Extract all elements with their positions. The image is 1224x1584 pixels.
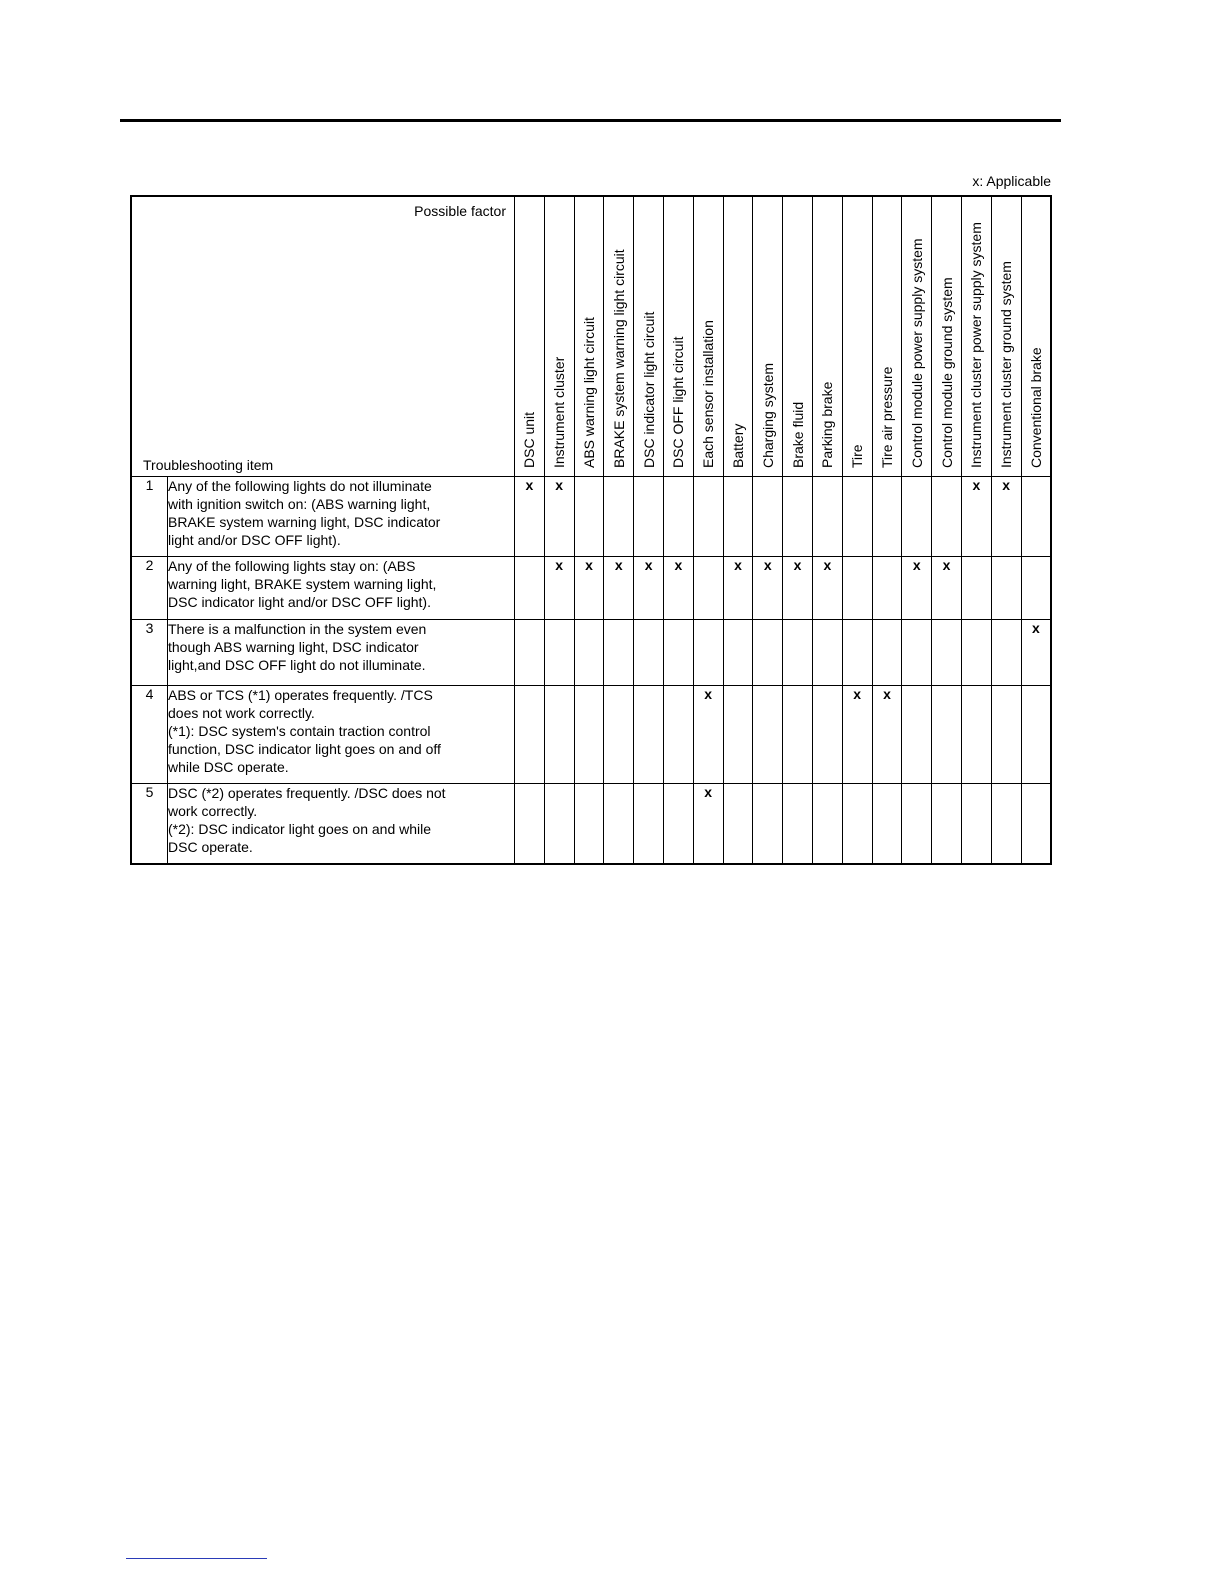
applicability-cell xyxy=(634,686,664,784)
applicability-cell xyxy=(902,686,932,784)
row-description xyxy=(168,784,515,864)
applicability-cell xyxy=(604,620,634,686)
footer-link-underline xyxy=(126,1558,267,1559)
description-line: BRAKE system warning light, DSC indicator xyxy=(168,514,441,530)
applicability-cell: x xyxy=(812,557,842,620)
applicability-cell xyxy=(991,557,1021,620)
applicability-cell xyxy=(574,620,604,686)
applicability-cell xyxy=(753,784,783,864)
row-description xyxy=(168,557,515,620)
description-line: with ignition switch on: (ABS warning light, xyxy=(168,496,431,512)
description-line: though ABS warning light, DSC indicator xyxy=(168,639,419,655)
applicability-cell: x xyxy=(544,557,574,620)
applicability-cell: x xyxy=(842,686,872,784)
applicability-cell xyxy=(961,784,991,864)
applicability-cell: x xyxy=(544,477,574,557)
applicability-cell xyxy=(634,620,664,686)
applicability-cell xyxy=(872,620,902,686)
table-row xyxy=(131,784,1051,864)
header-row xyxy=(131,196,1051,477)
applicability-cell xyxy=(663,620,693,686)
applicability-cell xyxy=(574,784,604,864)
table-row xyxy=(131,477,1051,557)
applicability-cell xyxy=(604,784,634,864)
applicability-cell: x xyxy=(574,557,604,620)
applicability-cell xyxy=(753,477,783,557)
factor-header: Control module ground system xyxy=(932,196,962,477)
applicability-cell xyxy=(812,686,842,784)
description-line: There is a malfunction in the system even xyxy=(168,621,427,637)
description-line: work correctly. xyxy=(168,803,258,819)
applicability-cell xyxy=(663,477,693,557)
applicability-cell xyxy=(812,620,842,686)
factor-header: DSC unit xyxy=(515,196,545,477)
row-description xyxy=(168,477,515,557)
applicability-cell: x xyxy=(1021,620,1051,686)
applicability-cell: x xyxy=(902,557,932,620)
factor-header: BRAKE system warning light circuit xyxy=(604,196,634,477)
factor-header: Each sensor installation xyxy=(693,196,723,477)
applicability-cell xyxy=(544,620,574,686)
applicability-cell: x xyxy=(723,557,753,620)
top-rule xyxy=(120,119,1061,122)
factor-header: Battery xyxy=(723,196,753,477)
troubleshooting-matrix xyxy=(130,195,1052,865)
table-row xyxy=(131,620,1051,686)
factor-header: Parking brake xyxy=(812,196,842,477)
description-line: while DSC operate. xyxy=(168,759,289,775)
applicability-cell xyxy=(902,477,932,557)
row-number: 3 xyxy=(131,620,168,686)
troubleshooting-item-label: Troubleshooting item xyxy=(143,457,274,473)
applicability-cell xyxy=(604,686,634,784)
applicability-cell xyxy=(515,784,545,864)
applicability-cell xyxy=(902,620,932,686)
applicability-cell xyxy=(753,686,783,784)
applicability-cell xyxy=(932,686,962,784)
applicability-cell xyxy=(663,784,693,864)
description-line: DSC operate. xyxy=(168,839,253,855)
applicability-cell xyxy=(991,620,1021,686)
legend: x: Applicable xyxy=(972,173,1051,189)
applicability-cell xyxy=(842,620,872,686)
applicability-cell xyxy=(663,686,693,784)
row-number: 2 xyxy=(131,557,168,620)
row-number: 1 xyxy=(131,477,168,557)
applicability-cell xyxy=(842,477,872,557)
applicability-cell: x xyxy=(693,686,723,784)
applicability-cell: x xyxy=(872,686,902,784)
applicability-cell xyxy=(783,784,813,864)
factor-header: Instrument cluster power supply system xyxy=(961,196,991,477)
applicability-cell xyxy=(723,784,753,864)
applicability-cell xyxy=(604,477,634,557)
applicability-cell: x xyxy=(663,557,693,620)
applicability-cell xyxy=(1021,557,1051,620)
description-line: warning light, BRAKE system warning light, xyxy=(168,576,437,592)
table-row xyxy=(131,557,1051,620)
applicability-cell: x xyxy=(753,557,783,620)
applicability-cell: x xyxy=(991,477,1021,557)
applicability-cell xyxy=(723,620,753,686)
applicability-cell xyxy=(544,686,574,784)
applicability-cell: x xyxy=(932,557,962,620)
applicability-cell: x xyxy=(634,557,664,620)
applicability-cell xyxy=(842,784,872,864)
factor-header: DSC indicator light circuit xyxy=(634,196,664,477)
applicability-cell: x xyxy=(515,477,545,557)
applicability-cell xyxy=(991,784,1021,864)
applicability-cell xyxy=(812,477,842,557)
factor-header: Instrument cluster ground system xyxy=(991,196,1021,477)
factor-header: DSC OFF light circuit xyxy=(663,196,693,477)
applicability-cell: x xyxy=(693,784,723,864)
applicability-cell xyxy=(1021,784,1051,864)
factor-header: Instrument cluster xyxy=(544,196,574,477)
applicability-cell: x xyxy=(604,557,634,620)
applicability-cell xyxy=(515,557,545,620)
description-line: function, DSC indicator light goes on and off xyxy=(168,741,441,757)
applicability-cell xyxy=(783,686,813,784)
applicability-cell xyxy=(872,557,902,620)
applicability-cell xyxy=(574,477,604,557)
description-line: light,and DSC OFF light do not illuminate. xyxy=(168,657,426,673)
factor-header: Tire xyxy=(842,196,872,477)
applicability-cell xyxy=(812,784,842,864)
possible-factor-label: Possible factor xyxy=(414,203,506,219)
description-line: (*1): DSC system's contain traction control xyxy=(168,723,431,739)
applicability-cell xyxy=(515,686,545,784)
applicability-cell xyxy=(693,557,723,620)
description-line: does not work correctly. xyxy=(168,705,315,721)
applicability-cell xyxy=(634,784,664,864)
applicability-cell xyxy=(753,620,783,686)
applicability-cell xyxy=(515,620,545,686)
applicability-cell xyxy=(544,784,574,864)
factor-header: Tire air pressure xyxy=(872,196,902,477)
applicability-cell xyxy=(693,620,723,686)
description-line: Any of the following lights do not illuminate xyxy=(168,478,432,494)
applicability-cell xyxy=(872,477,902,557)
row-description xyxy=(168,620,515,686)
row-number: 4 xyxy=(131,686,168,784)
applicability-cell xyxy=(932,620,962,686)
factor-header: ABS warning light circuit xyxy=(574,196,604,477)
applicability-cell xyxy=(574,686,604,784)
applicability-cell xyxy=(961,686,991,784)
factor-header: Conventional brake xyxy=(1021,196,1051,477)
applicability-cell xyxy=(783,620,813,686)
factor-header: Control module power supply system xyxy=(902,196,932,477)
description-line: ABS or TCS (*1) operates frequently. /TCS xyxy=(168,687,433,703)
description-line: (*2): DSC indicator light goes on and while xyxy=(168,821,432,837)
corner-header xyxy=(131,196,515,477)
description-line: light and/or DSC OFF light). xyxy=(168,532,341,548)
applicability-cell xyxy=(991,686,1021,784)
matrix-body xyxy=(131,477,1051,864)
applicability-cell xyxy=(1021,686,1051,784)
applicability-cell xyxy=(961,620,991,686)
factor-header: Charging system xyxy=(753,196,783,477)
applicability-cell xyxy=(723,477,753,557)
table-row xyxy=(131,686,1051,784)
applicability-cell xyxy=(693,477,723,557)
row-description xyxy=(168,686,515,784)
applicability-cell xyxy=(842,557,872,620)
description-line: DSC indicator light and/or DSC OFF light). xyxy=(168,594,431,610)
applicability-cell xyxy=(902,784,932,864)
applicability-cell xyxy=(634,477,664,557)
factor-header: Brake fluid xyxy=(783,196,813,477)
applicability-cell xyxy=(783,477,813,557)
applicability-cell xyxy=(872,784,902,864)
row-number: 5 xyxy=(131,784,168,864)
applicability-cell xyxy=(932,784,962,864)
description-line: Any of the following lights stay on: (ABS xyxy=(168,558,416,574)
description-line: DSC (*2) operates frequently. /DSC does not xyxy=(168,785,446,801)
applicability-cell xyxy=(932,477,962,557)
applicability-cell xyxy=(1021,477,1051,557)
applicability-cell xyxy=(961,557,991,620)
applicability-cell: x xyxy=(783,557,813,620)
applicability-cell xyxy=(723,686,753,784)
applicability-cell: x xyxy=(961,477,991,557)
